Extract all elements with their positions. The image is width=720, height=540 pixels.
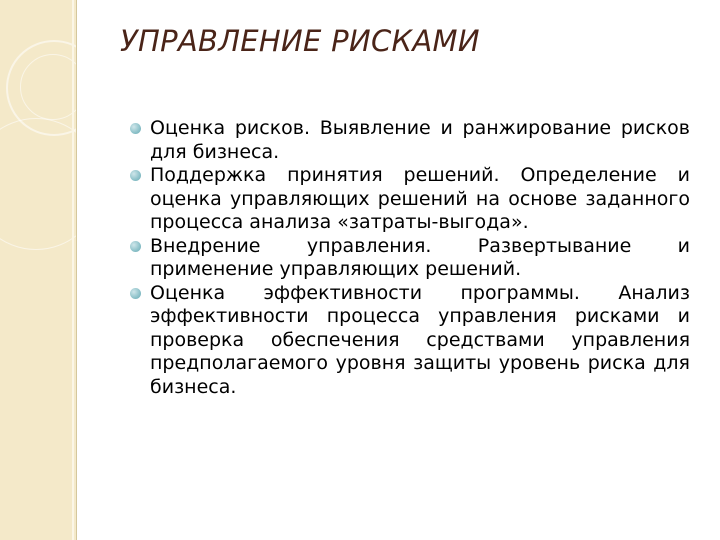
bullet-icon	[130, 241, 141, 252]
sidebar-divider	[76, 0, 77, 540]
decorative-sidebar	[0, 0, 76, 540]
bullet-item	[130, 164, 690, 235]
slide-title: УПРАВЛЕНИЕ РИСКАМИ	[120, 24, 480, 58]
bullet-list	[130, 117, 690, 399]
bullet-text: Поддержка принятия решений. Определение и оценка управляющих решений на основе заданного процесса анализа «затраты-выгода».	[150, 164, 690, 233]
bullet-icon	[130, 123, 141, 134]
bullet-text: Оценка эффективности программы. Анализ эффективности процесса управления рисками и проверка обеспечения средствами управления предполагаемого уровня защиты уровень риска для бизнеса.	[150, 281, 690, 398]
bullet-icon	[130, 288, 141, 299]
decorative-circle	[0, 118, 76, 250]
bullet-item	[130, 235, 690, 282]
bullet-icon	[130, 170, 141, 181]
bullet-item	[130, 282, 690, 400]
bullet-text: Оценка рисков. Выявление и ранжирование рисков для бизнеса.	[150, 117, 690, 163]
sidebar-highlight-line	[72, 0, 74, 540]
bullet-text: Внедрение управления. Развертывание и применение управляющих решений.	[150, 234, 690, 280]
bullet-item	[130, 117, 690, 164]
